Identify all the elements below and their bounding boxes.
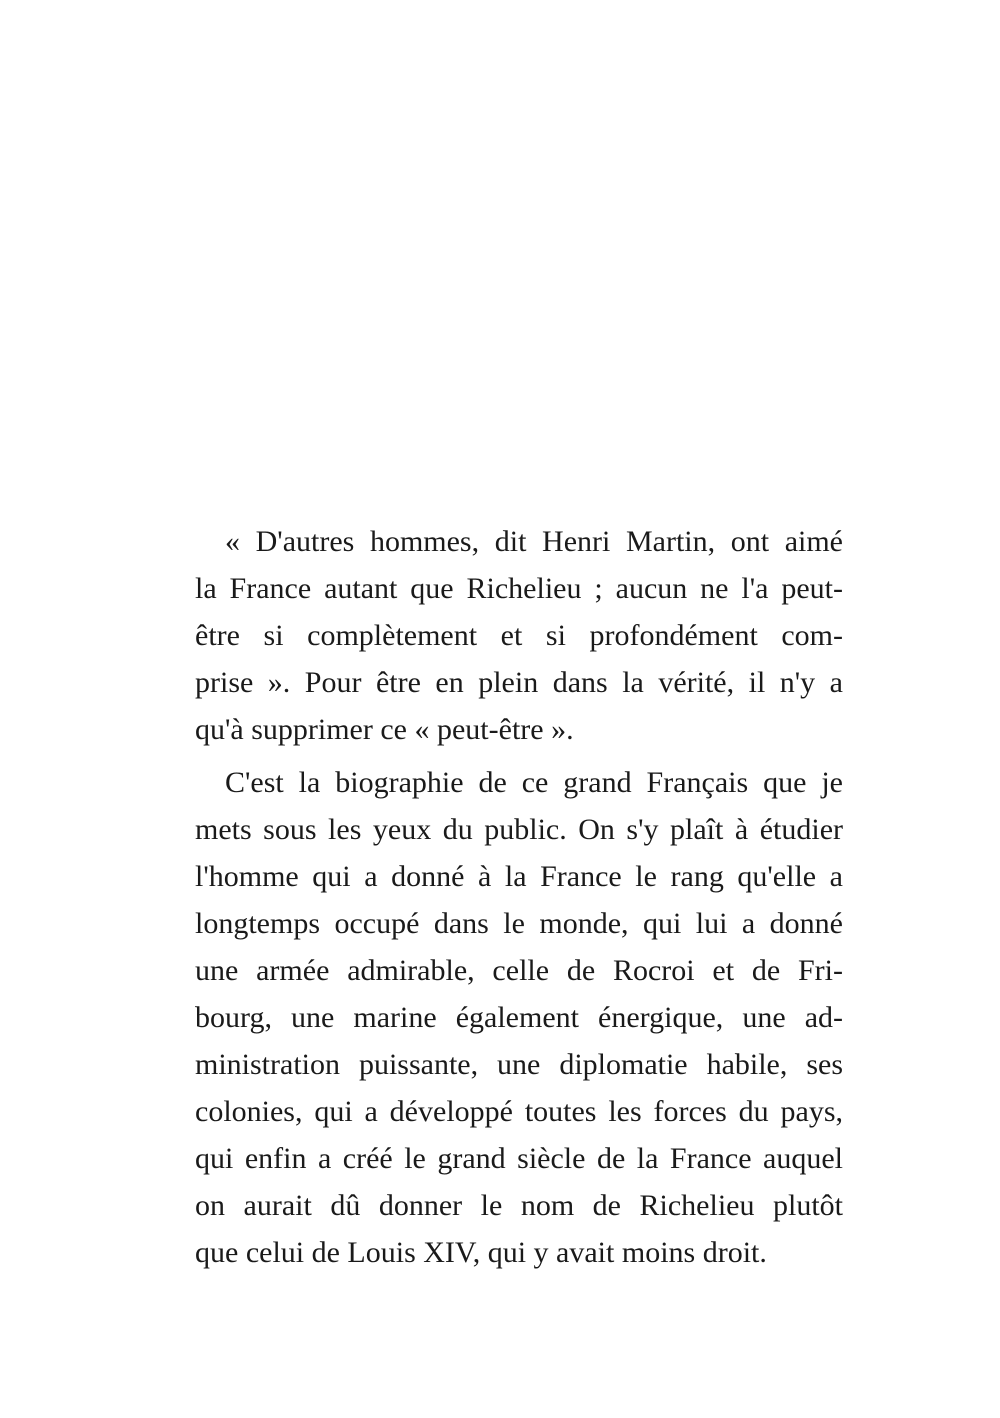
text-line: ministration puissante, une diplomatie habile, ses [195, 1048, 843, 1081]
text-line: bourg, une marine également énergique, une ad- [195, 1001, 843, 1034]
text-line: une armée admirable, celle de Rocroi et de Fri- [195, 954, 843, 987]
text-line: mets sous les yeux du public. On s'y plaît à étudier [195, 813, 843, 846]
text-line: que celui de Louis XIV, qui y avait moins droit. [195, 1236, 767, 1269]
body-text [195, 518, 843, 1276]
text-line: prise ». Pour être en plein dans la vérité, il n'y a [195, 666, 843, 699]
paragraph-1 [195, 518, 843, 753]
text-line: C'est la biographie de ce grand Français que je [225, 766, 843, 799]
text-line: longtemps occupé dans le monde, qui lui a donné [195, 907, 843, 940]
text-line: la France autant que Richelieu ; aucun ne l'a peut- [195, 572, 843, 605]
text-line: qui enfin a créé le grand siècle de la France auquel [195, 1142, 843, 1175]
text-line: qu'à supprimer ce « peut-être ». [195, 713, 574, 746]
text-line: on aurait dû donner le nom de Richelieu plutôt [195, 1189, 843, 1222]
text-line: colonies, qui a développé toutes les forces du pays, [195, 1095, 843, 1128]
text-line: « D'autres hommes, dit Henri Martin, ont aimé [225, 525, 843, 558]
text-line: l'homme qui a donné à la France le rang qu'elle a [195, 860, 843, 893]
text-line: être si complètement et si profondément com- [195, 619, 843, 652]
paragraph-2 [195, 759, 843, 1276]
